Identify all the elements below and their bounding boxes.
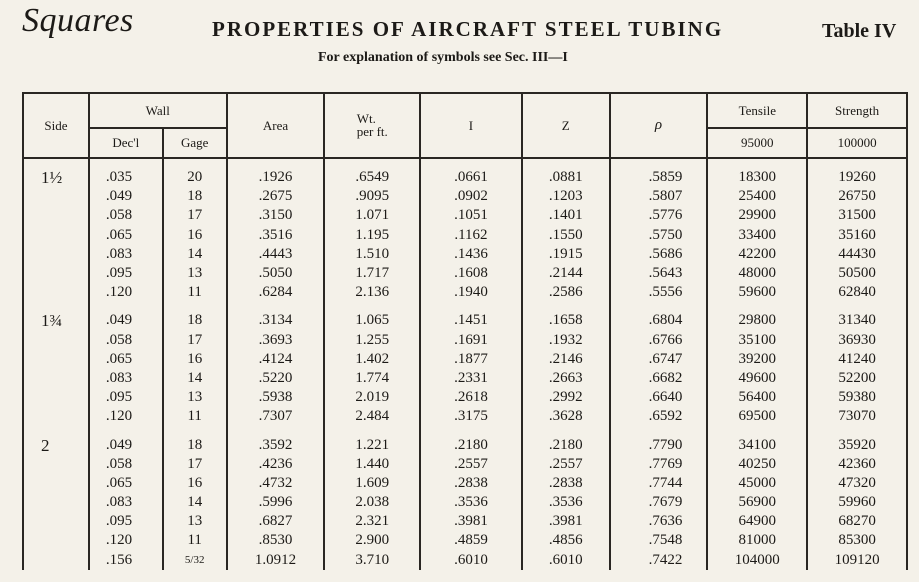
i-cell: .1608: [420, 264, 522, 283]
t95-cell: 104000: [707, 551, 807, 570]
t100-cell: 26750: [807, 187, 907, 206]
wt-cell: 1.255: [324, 331, 420, 350]
t95-cell: 35100: [707, 331, 807, 350]
gage-cell: 18: [163, 426, 227, 454]
table-row: [23, 350, 907, 369]
wt-cell: .9095: [324, 187, 420, 206]
col-tensile: Tensile: [707, 93, 807, 128]
i-cell: .2838: [420, 474, 522, 493]
dec-cell: .120: [89, 283, 163, 302]
gage-cell: 16: [163, 474, 227, 493]
rho-cell: .7744: [610, 474, 708, 493]
side-cell: [23, 531, 89, 550]
side-cell: [23, 187, 89, 206]
dec-cell: .095: [89, 264, 163, 283]
i-cell: .1162: [420, 226, 522, 245]
side-cell: [23, 226, 89, 245]
t95-cell: 34100: [707, 426, 807, 454]
side-cell: [23, 388, 89, 407]
z-cell: .3981: [522, 512, 610, 531]
t95-cell: 42200: [707, 245, 807, 264]
t100-cell: 41240: [807, 350, 907, 369]
t95-cell: 25400: [707, 187, 807, 206]
i-cell: .3175: [420, 407, 522, 426]
col-rho: [610, 93, 708, 158]
table-row: [23, 474, 907, 493]
dec-cell: .049: [89, 302, 163, 330]
wt-cell: 2.136: [324, 283, 420, 302]
i-cell: .2180: [420, 426, 522, 454]
rho-cell: .7679: [610, 493, 708, 512]
table-label: Table IV: [822, 20, 897, 42]
rho-cell: .7548: [610, 531, 708, 550]
i-cell: .1051: [420, 206, 522, 225]
gage-cell: 18: [163, 187, 227, 206]
side-cell: [23, 455, 89, 474]
col-z: Z: [522, 93, 610, 158]
i-cell: .1436: [420, 245, 522, 264]
gage-cell: 14: [163, 245, 227, 264]
z-cell: .2586: [522, 283, 610, 302]
side-cell: [23, 493, 89, 512]
rho-cell: .5750: [610, 226, 708, 245]
z-cell: .6010: [522, 551, 610, 570]
rho-cell: .5859: [610, 158, 708, 187]
rho-cell: .5556: [610, 283, 708, 302]
wt-cell: 1.221: [324, 426, 420, 454]
wt-cell: 1.195: [324, 226, 420, 245]
i-cell: .2618: [420, 388, 522, 407]
z-cell: .3536: [522, 493, 610, 512]
page-title: PROPERTIES OF AIRCRAFT STEEL TUBING: [212, 17, 724, 41]
t100-cell: 19260: [807, 158, 907, 187]
side-cell: [23, 407, 89, 426]
dec-cell: .083: [89, 493, 163, 512]
area-cell: .8530: [227, 531, 325, 550]
subtitle: For explanation of symbols see Sec. III—I: [318, 50, 568, 65]
wt-cell: 2.019: [324, 388, 420, 407]
z-cell: .1915: [522, 245, 610, 264]
col-decl: Dec'l: [89, 128, 163, 158]
table-row: [23, 407, 907, 426]
rho-cell: .6804: [610, 302, 708, 330]
dec-cell: .095: [89, 388, 163, 407]
table-row: [23, 226, 907, 245]
area-cell: .3516: [227, 226, 325, 245]
z-cell: .3628: [522, 407, 610, 426]
t95-cell: 29800: [707, 302, 807, 330]
z-cell: .1550: [522, 226, 610, 245]
t95-cell: 18300: [707, 158, 807, 187]
i-cell: .3536: [420, 493, 522, 512]
dec-cell: .065: [89, 474, 163, 493]
t100-cell: 31500: [807, 206, 907, 225]
t100-cell: 35160: [807, 226, 907, 245]
area-cell: .4732: [227, 474, 325, 493]
t95-cell: 56900: [707, 493, 807, 512]
side-cell: [23, 474, 89, 493]
col-wt-label: Wt. per ft.: [356, 110, 388, 139]
dec-cell: .058: [89, 331, 163, 350]
i-cell: .2557: [420, 455, 522, 474]
wt-cell: 2.321: [324, 512, 420, 531]
t95-cell: 33400: [707, 226, 807, 245]
properties-table: [22, 92, 908, 570]
t100-cell: 68270: [807, 512, 907, 531]
t100-cell: 36930: [807, 331, 907, 350]
rho-cell: .7636: [610, 512, 708, 531]
rho-cell: .5686: [610, 245, 708, 264]
rho-cell: .5643: [610, 264, 708, 283]
i-cell: .6010: [420, 551, 522, 570]
wt-cell: 3.710: [324, 551, 420, 570]
side-cell: [23, 512, 89, 531]
t95-cell: 39200: [707, 350, 807, 369]
area-cell: .7307: [227, 407, 325, 426]
i-cell: .3981: [420, 512, 522, 531]
rho-cell: .6640: [610, 388, 708, 407]
z-cell: .0881: [522, 158, 610, 187]
area-cell: .4443: [227, 245, 325, 264]
area-cell: .2675: [227, 187, 325, 206]
t95-cell: 29900: [707, 206, 807, 225]
side-cell: [23, 551, 89, 570]
gage-cell: 16: [163, 226, 227, 245]
side-cell: [23, 369, 89, 388]
col-rho-label: ρ: [654, 117, 663, 133]
table-row: [23, 245, 907, 264]
table-row: [23, 331, 907, 350]
table-row: [23, 264, 907, 283]
t100-cell: 31340: [807, 302, 907, 330]
dec-cell: .120: [89, 407, 163, 426]
rho-cell: .6747: [610, 350, 708, 369]
area-cell: .4236: [227, 455, 325, 474]
t95-cell: 56400: [707, 388, 807, 407]
t95-cell: 81000: [707, 531, 807, 550]
t95-cell: 45000: [707, 474, 807, 493]
t100-cell: 59960: [807, 493, 907, 512]
dec-cell: .156: [89, 551, 163, 570]
t100-cell: 62840: [807, 283, 907, 302]
dec-cell: .058: [89, 455, 163, 474]
table-row: [23, 426, 907, 454]
i-cell: .1877: [420, 350, 522, 369]
area-cell: .1926: [227, 158, 325, 187]
z-cell: .1658: [522, 302, 610, 330]
t100-cell: 52200: [807, 369, 907, 388]
col-wt: [324, 93, 420, 158]
dec-cell: .049: [89, 426, 163, 454]
side-cell: [23, 350, 89, 369]
table-row: [23, 369, 907, 388]
gage-cell: 14: [163, 493, 227, 512]
area-cell: .3134: [227, 302, 325, 330]
t100-cell: 109120: [807, 551, 907, 570]
t100-cell: 42360: [807, 455, 907, 474]
side-cell: [23, 283, 89, 302]
area-cell: .5938: [227, 388, 325, 407]
gage-cell: 17: [163, 455, 227, 474]
t100-cell: 47320: [807, 474, 907, 493]
t100-cell: 85300: [807, 531, 907, 550]
col-t100: 100000: [807, 128, 907, 158]
gage-cell: 18: [163, 302, 227, 330]
rho-cell: .7769: [610, 455, 708, 474]
area-cell: .3150: [227, 206, 325, 225]
wt-cell: 1.609: [324, 474, 420, 493]
side-cell: [23, 331, 89, 350]
z-cell: .1401: [522, 206, 610, 225]
rho-cell: .6682: [610, 369, 708, 388]
dec-cell: .083: [89, 245, 163, 264]
area-cell: .3592: [227, 426, 325, 454]
area-cell: 1.0912: [227, 551, 325, 570]
dec-cell: .049: [89, 187, 163, 206]
table-header: [23, 93, 907, 158]
gage-cell: 11: [163, 283, 227, 302]
dec-cell: .065: [89, 350, 163, 369]
i-cell: .1451: [420, 302, 522, 330]
area-cell: .4124: [227, 350, 325, 369]
dec-cell: .035: [89, 158, 163, 187]
i-cell: .1691: [420, 331, 522, 350]
side-cell: [23, 245, 89, 264]
col-side: Side: [23, 93, 89, 158]
i-cell: .4859: [420, 531, 522, 550]
area-cell: .5996: [227, 493, 325, 512]
dec-cell: .120: [89, 531, 163, 550]
area-cell: .5050: [227, 264, 325, 283]
wt-cell: 1.065: [324, 302, 420, 330]
t95-cell: 69500: [707, 407, 807, 426]
rho-cell: .6592: [610, 407, 708, 426]
rho-cell: .5807: [610, 187, 708, 206]
i-cell: .2331: [420, 369, 522, 388]
wt-cell: 1.402: [324, 350, 420, 369]
gage-cell: 16: [163, 350, 227, 369]
wt-cell: 1.440: [324, 455, 420, 474]
i-cell: .0902: [420, 187, 522, 206]
table-row: [23, 187, 907, 206]
wt-cell: 1.510: [324, 245, 420, 264]
table-row: [23, 551, 907, 570]
col-t95: 95000: [707, 128, 807, 158]
t95-cell: 59600: [707, 283, 807, 302]
col-area: Area: [227, 93, 325, 158]
rho-cell: .7790: [610, 426, 708, 454]
table-row: [23, 283, 907, 302]
gage-cell: 13: [163, 264, 227, 283]
z-cell: .2663: [522, 369, 610, 388]
col-wall: Wall: [89, 93, 227, 128]
section-title: Squares: [22, 2, 134, 39]
area-cell: .6284: [227, 283, 325, 302]
rho-cell: .6766: [610, 331, 708, 350]
z-cell: .2557: [522, 455, 610, 474]
col-i: I: [420, 93, 522, 158]
t95-cell: 64900: [707, 512, 807, 531]
wt-cell: 1.071: [324, 206, 420, 225]
z-cell: .2180: [522, 426, 610, 454]
dec-cell: .083: [89, 369, 163, 388]
wt-cell: 1.774: [324, 369, 420, 388]
side-cell: 1¾: [23, 302, 89, 330]
side-cell: 1½: [23, 158, 89, 187]
wt-cell: 1.717: [324, 264, 420, 283]
col-gage: Gage: [163, 128, 227, 158]
table-row: [23, 302, 907, 330]
t100-cell: 73070: [807, 407, 907, 426]
wt-cell: 2.038: [324, 493, 420, 512]
gage-cell: 5/32: [163, 551, 227, 570]
side-cell: [23, 206, 89, 225]
table-row: [23, 158, 907, 187]
gage-cell: 11: [163, 407, 227, 426]
rho-cell: .7422: [610, 551, 708, 570]
gage-cell: 17: [163, 331, 227, 350]
table-row: [23, 512, 907, 531]
table-row: [23, 388, 907, 407]
z-cell: .2992: [522, 388, 610, 407]
t100-cell: 44430: [807, 245, 907, 264]
area-cell: .3693: [227, 331, 325, 350]
wt-cell: .6549: [324, 158, 420, 187]
table-body: [23, 158, 907, 570]
gage-cell: 11: [163, 531, 227, 550]
table-row: [23, 531, 907, 550]
gage-cell: 14: [163, 369, 227, 388]
wt-cell: 2.900: [324, 531, 420, 550]
z-cell: .1203: [522, 187, 610, 206]
i-cell: .1940: [420, 283, 522, 302]
z-cell: .2838: [522, 474, 610, 493]
dec-cell: .065: [89, 226, 163, 245]
table-row: [23, 455, 907, 474]
t95-cell: 49600: [707, 369, 807, 388]
wt-cell: 2.484: [324, 407, 420, 426]
i-cell: .0661: [420, 158, 522, 187]
gage-cell: 20: [163, 158, 227, 187]
dec-cell: .095: [89, 512, 163, 531]
z-cell: .2146: [522, 350, 610, 369]
z-cell: .2144: [522, 264, 610, 283]
z-cell: .1932: [522, 331, 610, 350]
table-row: [23, 493, 907, 512]
area-cell: .6827: [227, 512, 325, 531]
side-cell: 2: [23, 426, 89, 454]
gage-cell: 13: [163, 512, 227, 531]
area-cell: .5220: [227, 369, 325, 388]
col-strength: Strength: [807, 93, 907, 128]
gage-cell: 13: [163, 388, 227, 407]
t95-cell: 48000: [707, 264, 807, 283]
rho-cell: .5776: [610, 206, 708, 225]
t100-cell: 59380: [807, 388, 907, 407]
side-cell: [23, 264, 89, 283]
t100-cell: 35920: [807, 426, 907, 454]
gage-cell: 17: [163, 206, 227, 225]
dec-cell: .058: [89, 206, 163, 225]
t95-cell: 40250: [707, 455, 807, 474]
z-cell: .4856: [522, 531, 610, 550]
table-row: [23, 206, 907, 225]
t100-cell: 50500: [807, 264, 907, 283]
